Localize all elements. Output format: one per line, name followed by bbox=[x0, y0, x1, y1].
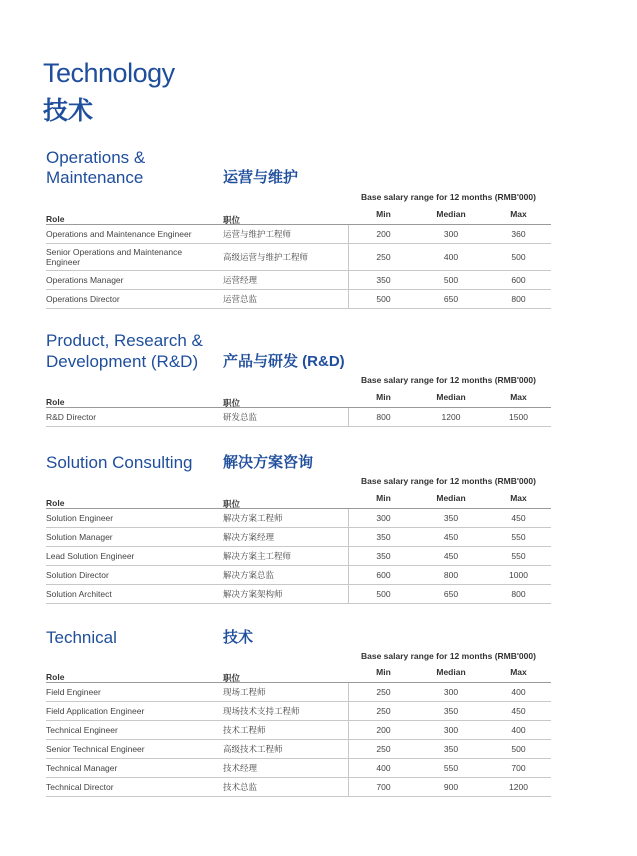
median-cell: 500 bbox=[443, 275, 459, 285]
role-cn-cell: 技术经理 bbox=[223, 763, 258, 773]
role-cell: Lead Solution Engineer bbox=[46, 551, 135, 561]
role-cell: Technical Engineer bbox=[46, 725, 118, 735]
table bbox=[46, 407, 551, 427]
median-cell: 300 bbox=[443, 725, 459, 735]
median-cell: 650 bbox=[443, 294, 459, 304]
max-cell: 450 bbox=[511, 706, 526, 716]
max-cell: 1000 bbox=[509, 570, 528, 580]
min-cell: 350 bbox=[376, 551, 391, 561]
role-cn-cell: 研发总监 bbox=[223, 412, 258, 422]
max-cell: 600 bbox=[511, 275, 526, 285]
table-row bbox=[46, 509, 551, 528]
table-row bbox=[46, 740, 551, 759]
role-cell: Field Application Engineer bbox=[46, 706, 145, 716]
role-cell: Solution Director bbox=[46, 570, 109, 580]
col-max: Max bbox=[510, 392, 527, 402]
table-row bbox=[46, 778, 551, 797]
role-cn-cell: 技术工程师 bbox=[223, 725, 266, 735]
median-cell: 350 bbox=[443, 513, 459, 523]
median-cell: 650 bbox=[443, 589, 459, 599]
role-cn-cell: 解决方案总监 bbox=[223, 570, 275, 580]
max-cell: 800 bbox=[511, 294, 526, 304]
role-cn-cell: 现场技术支持工程师 bbox=[223, 706, 300, 716]
table-row bbox=[46, 244, 551, 271]
min-cell: 600 bbox=[376, 570, 391, 580]
col-role: Role bbox=[46, 214, 65, 224]
table bbox=[46, 682, 551, 797]
max-cell: 800 bbox=[511, 589, 526, 599]
table-row bbox=[46, 721, 551, 740]
table bbox=[46, 508, 551, 604]
range-label: Base salary range for 12 months (RMB'000) bbox=[361, 476, 536, 486]
min-cell: 500 bbox=[376, 294, 391, 304]
page-title: Technology bbox=[43, 58, 175, 88]
max-cell: 360 bbox=[511, 229, 526, 239]
role-cell: Technical Manager bbox=[46, 763, 118, 773]
max-cell: 550 bbox=[511, 551, 526, 561]
col-role: Role bbox=[46, 498, 65, 508]
max-cell: 1200 bbox=[509, 782, 528, 792]
max-cell: 450 bbox=[511, 513, 526, 523]
section-title: Operations & bbox=[46, 148, 146, 167]
role-cn-cell: 解决方案主工程师 bbox=[223, 551, 292, 561]
min-cell: 200 bbox=[376, 229, 391, 239]
median-cell: 550 bbox=[443, 763, 459, 773]
table-row bbox=[46, 759, 551, 778]
table-row bbox=[46, 585, 551, 604]
min-cell: 250 bbox=[376, 706, 391, 716]
page-title-cn: 技术 bbox=[43, 97, 94, 125]
table bbox=[46, 224, 551, 309]
max-cell: 1500 bbox=[509, 412, 528, 422]
max-cell: 500 bbox=[511, 252, 526, 262]
role-cell: R&D Director bbox=[46, 412, 97, 422]
table-row bbox=[46, 702, 551, 721]
role-cn-cell: 高级运营与维护工程师 bbox=[223, 252, 309, 262]
min-cell: 250 bbox=[376, 687, 391, 697]
range-label: Base salary range for 12 months (RMB'000) bbox=[361, 192, 536, 202]
min-cell: 200 bbox=[376, 725, 391, 735]
col-cn: 职位 bbox=[223, 215, 241, 225]
col-max: Max bbox=[510, 667, 527, 677]
col-min: Min bbox=[376, 209, 391, 219]
col-median: Median bbox=[436, 209, 466, 219]
col-min: Min bbox=[376, 493, 391, 503]
role-cn-cell: 高级技术工程师 bbox=[223, 744, 283, 754]
range-label: Base salary range for 12 months (RMB'000) bbox=[361, 651, 536, 661]
section-title-line2: Development (R&D) bbox=[46, 352, 199, 371]
median-cell: 350 bbox=[443, 744, 459, 754]
role-cell: Solution Architect bbox=[46, 589, 112, 599]
role-cn-cell: 解决方案经理 bbox=[223, 532, 275, 542]
min-cell: 350 bbox=[376, 275, 391, 285]
median-cell: 900 bbox=[443, 782, 459, 792]
role-cell: Senior Technical Engineer bbox=[46, 744, 145, 754]
range-label: Base salary range for 12 months (RMB'000) bbox=[361, 375, 536, 385]
role-cn-cell: 现场工程师 bbox=[223, 687, 266, 697]
min-cell: 250 bbox=[376, 744, 391, 754]
min-cell: 300 bbox=[376, 513, 391, 523]
col-max: Max bbox=[510, 209, 527, 219]
section-title-cn: 解决方案咨询 bbox=[223, 454, 314, 471]
min-cell: 350 bbox=[376, 532, 391, 542]
max-cell: 400 bbox=[511, 687, 526, 697]
min-cell: 700 bbox=[376, 782, 391, 792]
median-cell: 350 bbox=[443, 706, 459, 716]
table-row bbox=[46, 271, 551, 290]
min-cell: 800 bbox=[376, 412, 391, 422]
median-cell: 400 bbox=[443, 252, 459, 262]
section-title: Technical bbox=[46, 628, 117, 647]
role-cell: Senior Operations and Maintenance Engineer bbox=[46, 247, 183, 267]
min-cell: 500 bbox=[376, 589, 391, 599]
col-min: Min bbox=[376, 667, 391, 677]
role-cn-cell: 解决方案工程师 bbox=[223, 513, 283, 523]
col-role: Role bbox=[46, 672, 65, 682]
section-title: Product, Research & bbox=[46, 331, 203, 350]
col-cn: 职位 bbox=[223, 673, 241, 683]
median-cell: 450 bbox=[443, 551, 459, 561]
table-row bbox=[46, 408, 551, 427]
col-median: Median bbox=[436, 493, 466, 503]
col-cn: 职位 bbox=[223, 398, 241, 408]
col-max: Max bbox=[510, 493, 527, 503]
median-cell: 300 bbox=[443, 687, 459, 697]
section-title: Solution Consulting bbox=[46, 453, 193, 472]
role-cn-cell: 技术总监 bbox=[223, 782, 258, 792]
median-cell: 300 bbox=[443, 229, 459, 239]
max-cell: 500 bbox=[511, 744, 526, 754]
role-cell: Operations Director bbox=[46, 294, 120, 304]
section-title-line2: Maintenance bbox=[46, 168, 144, 187]
table-row bbox=[46, 683, 551, 702]
col-cn: 职位 bbox=[223, 499, 241, 509]
section-title-cn: 运营与维护 bbox=[223, 169, 299, 186]
table-row bbox=[46, 547, 551, 566]
role-cell: Operations and Maintenance Engineer bbox=[46, 229, 192, 239]
max-cell: 550 bbox=[511, 532, 526, 542]
max-cell: 700 bbox=[511, 763, 526, 773]
max-cell: 400 bbox=[511, 725, 526, 735]
table-row bbox=[46, 566, 551, 585]
table-row bbox=[46, 290, 551, 309]
role-cn-cell: 运营总监 bbox=[223, 294, 258, 304]
median-cell: 1200 bbox=[441, 412, 461, 422]
table-row bbox=[46, 528, 551, 547]
median-cell: 800 bbox=[443, 570, 459, 580]
role-cell: Technical Director bbox=[46, 782, 114, 792]
role-cell: Operations Manager bbox=[46, 275, 124, 285]
col-median: Median bbox=[436, 667, 466, 677]
role-cell: Solution Manager bbox=[46, 532, 113, 542]
section-title-cn: 产品与研发 (R&D) bbox=[223, 353, 345, 370]
role-cn-cell: 运营经理 bbox=[223, 275, 258, 285]
role-cn-cell: 解决方案架构师 bbox=[223, 589, 283, 599]
col-role: Role bbox=[46, 397, 65, 407]
col-median: Median bbox=[436, 392, 466, 402]
role-cell: Field Engineer bbox=[46, 687, 101, 697]
role-cn-cell: 运营与维护工程师 bbox=[223, 229, 292, 239]
table-row bbox=[46, 225, 551, 244]
median-cell: 450 bbox=[443, 532, 459, 542]
min-cell: 400 bbox=[376, 763, 391, 773]
min-cell: 250 bbox=[376, 252, 391, 262]
section-title-cn: 技术 bbox=[223, 629, 254, 646]
role-cell: Solution Engineer bbox=[46, 513, 114, 523]
col-min: Min bbox=[376, 392, 391, 402]
